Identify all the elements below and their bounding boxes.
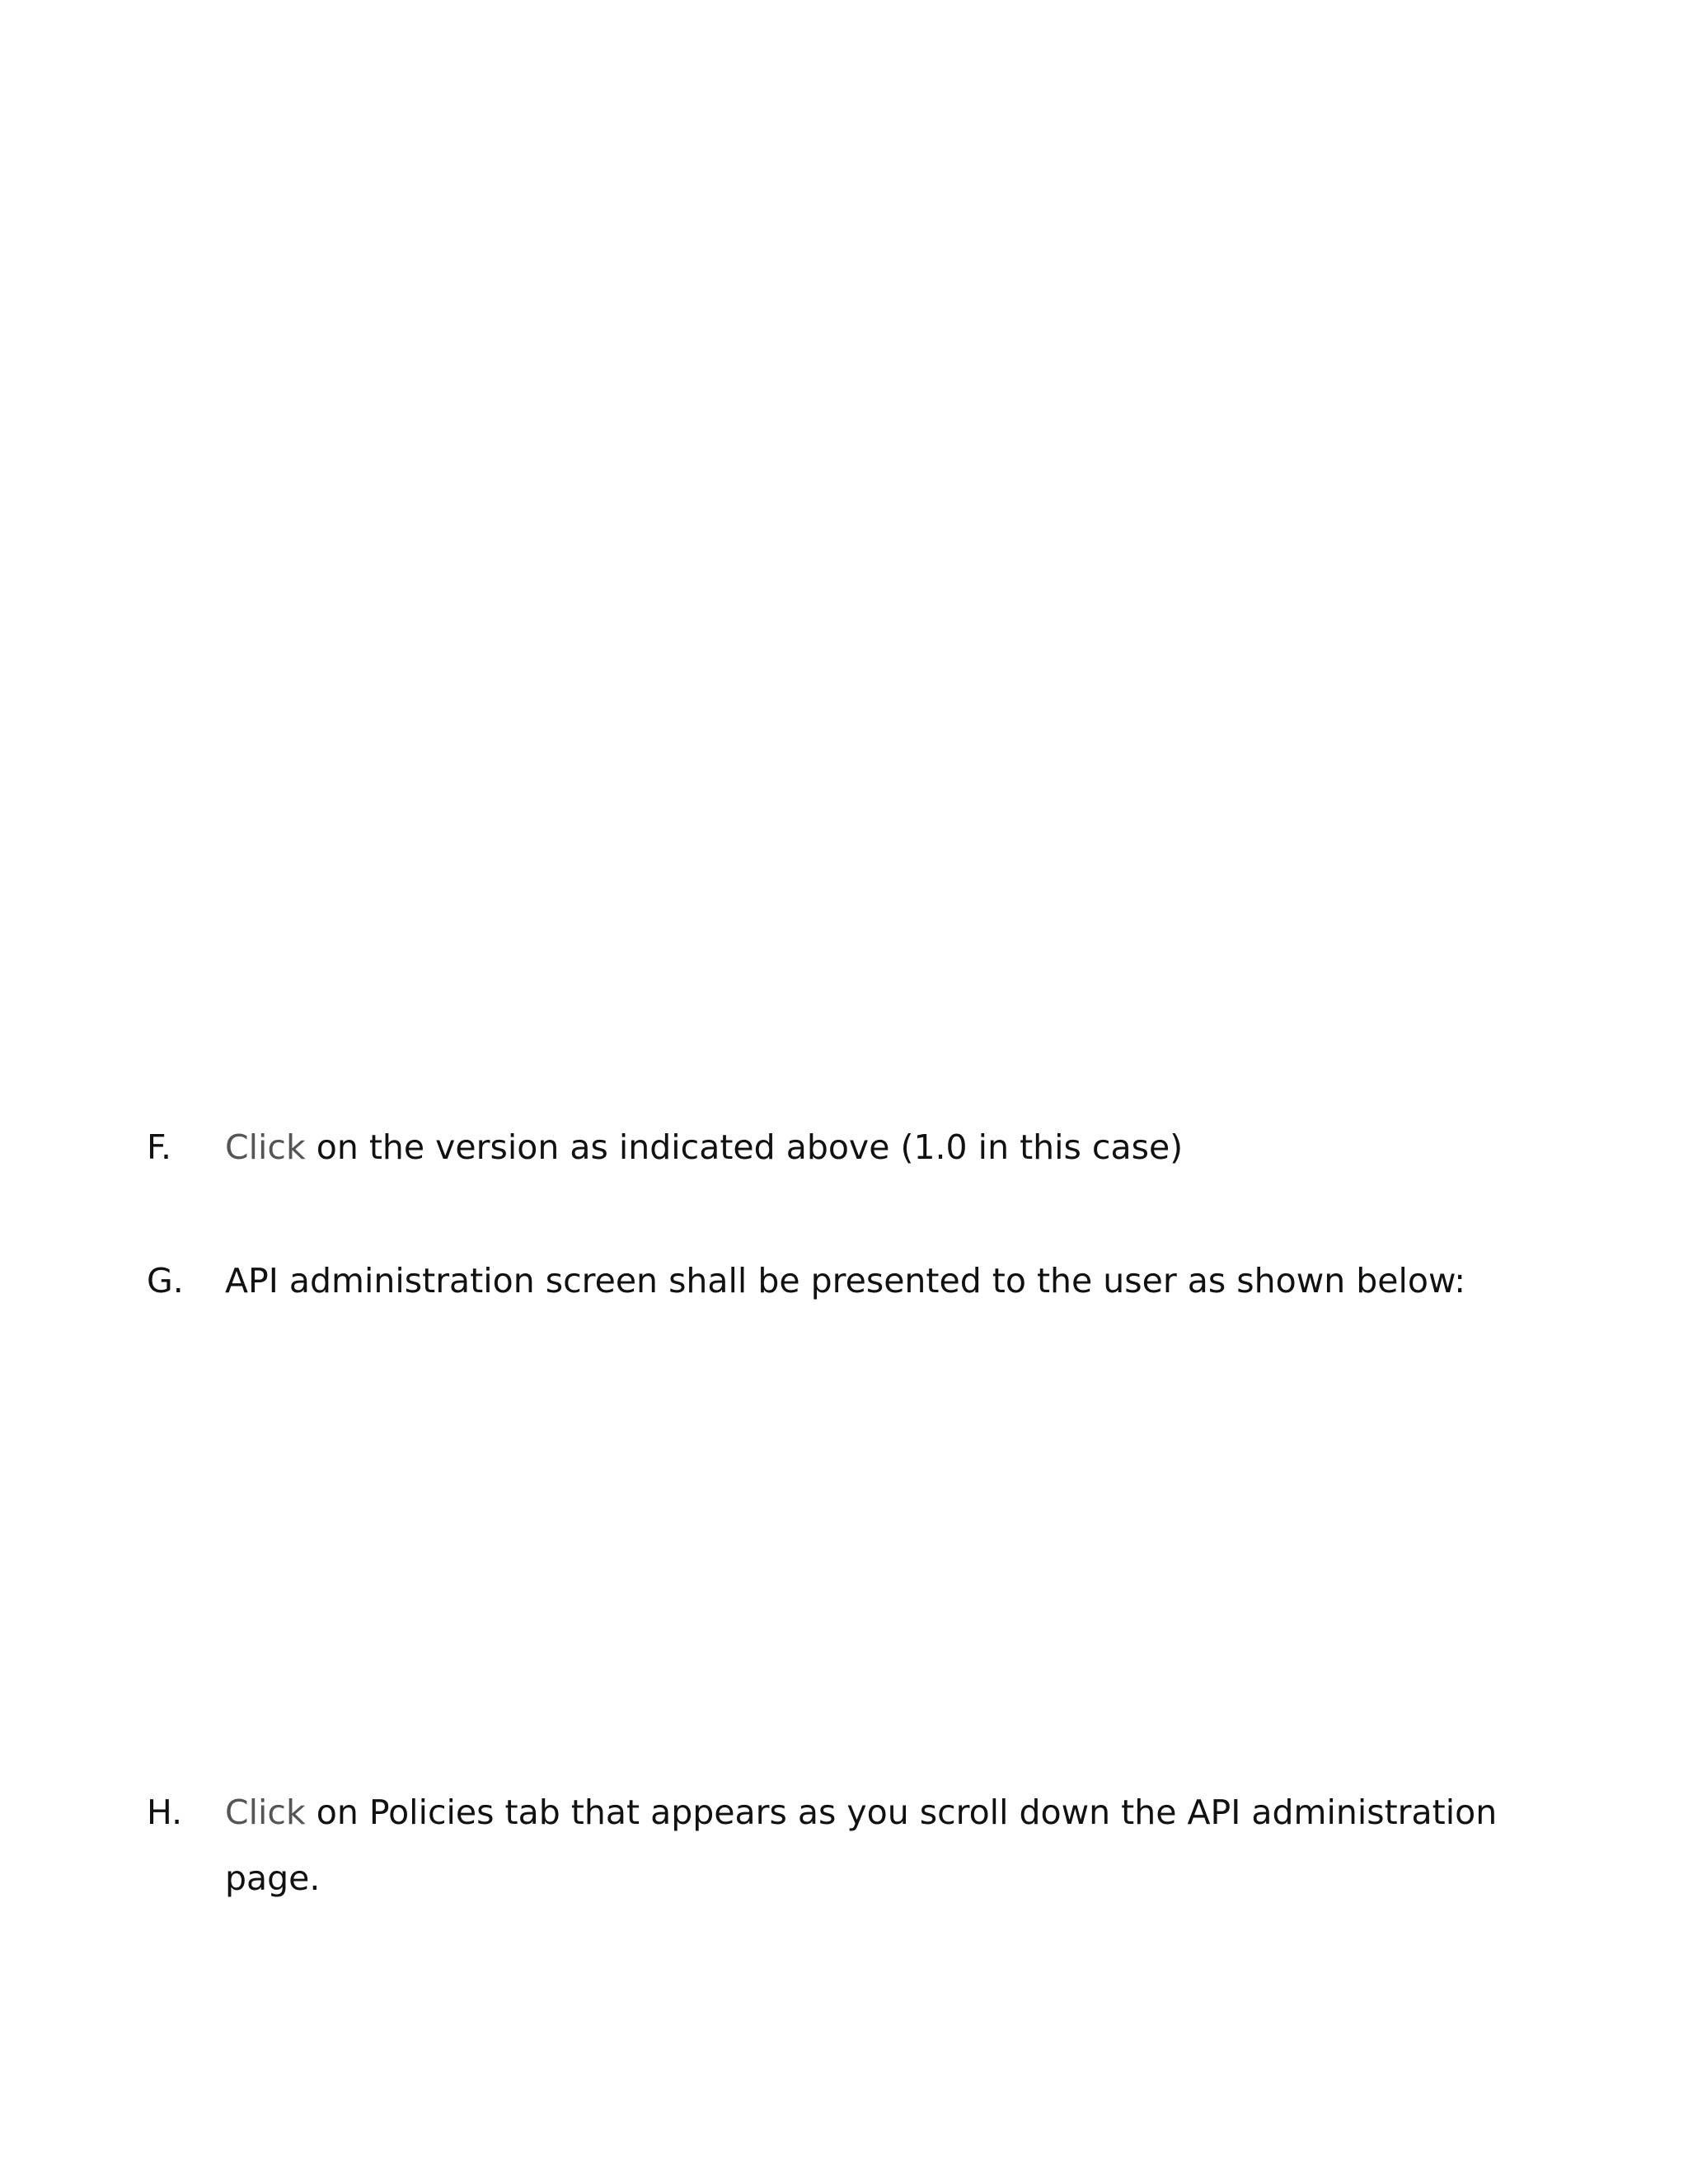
step-body: on Policies tab that appears as you scroll down the API administration page. <box>225 1793 1498 1898</box>
step-marker: F. <box>147 1127 172 1167</box>
step-g <box>147 1248 1548 1314</box>
step-text <box>225 1114 1548 1180</box>
step-body: on the version as indicated above (1.0 in this case) <box>305 1127 1184 1167</box>
click-word: Click <box>225 1793 306 1832</box>
step-text <box>225 1779 1548 1911</box>
click-word: Click <box>225 1127 306 1167</box>
step-marker: H. <box>147 1793 183 1832</box>
step-h <box>147 1779 1548 1911</box>
step-marker: G. <box>147 1261 184 1301</box>
step-f <box>147 1114 1548 1180</box>
step-body: API administration screen shall be presented to the user as shown below: <box>225 1261 1466 1301</box>
